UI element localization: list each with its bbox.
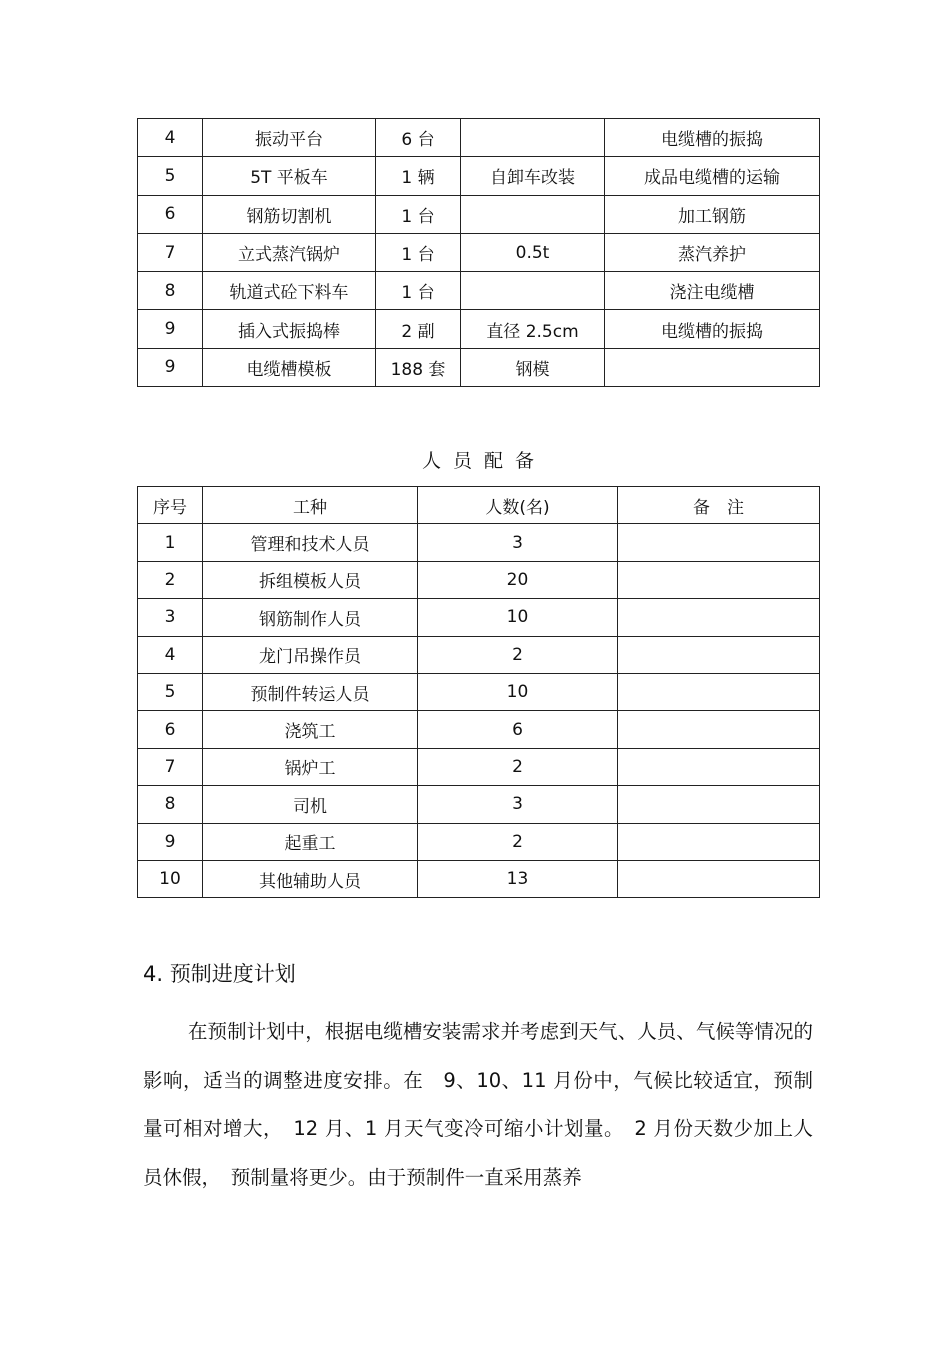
table-cell: 9 bbox=[138, 823, 203, 860]
equipment-row bbox=[138, 310, 820, 348]
column-header: 工种 bbox=[203, 487, 418, 524]
table-cell bbox=[605, 348, 820, 386]
equipment-row bbox=[138, 233, 820, 271]
equipment-row bbox=[138, 272, 820, 310]
staff-row bbox=[138, 561, 820, 598]
staff-table-body bbox=[138, 487, 820, 898]
table-cell: 1 bbox=[138, 524, 203, 561]
table-cell: 7 bbox=[138, 748, 203, 785]
table-cell: 6 台 bbox=[376, 119, 461, 157]
table-cell: 钢筋切割机 bbox=[203, 195, 376, 233]
table-cell: 3 bbox=[418, 786, 618, 823]
table-cell: 5T 平板车 bbox=[203, 157, 376, 195]
table-cell: 1 辆 bbox=[376, 157, 461, 195]
staff-row bbox=[138, 636, 820, 673]
section-heading: 4. 预制进度计划 bbox=[143, 962, 296, 986]
staff-row bbox=[138, 599, 820, 636]
staff-row bbox=[138, 748, 820, 785]
table-cell: 浇注电缆槽 bbox=[605, 272, 820, 310]
table-cell: 锅炉工 bbox=[203, 748, 418, 785]
table-cell: 6 bbox=[418, 711, 618, 748]
equipment-row bbox=[138, 119, 820, 157]
column-header: 序号 bbox=[138, 487, 203, 524]
staff-row bbox=[138, 673, 820, 710]
staff-header-row bbox=[138, 487, 820, 524]
table-cell: 3 bbox=[418, 524, 618, 561]
table-cell bbox=[618, 823, 820, 860]
staff-table bbox=[137, 486, 820, 898]
table-cell bbox=[618, 599, 820, 636]
equipment-row bbox=[138, 195, 820, 233]
table-cell: 4 bbox=[138, 119, 203, 157]
table-cell bbox=[618, 860, 820, 897]
table-cell: 10 bbox=[418, 673, 618, 710]
table-cell: 起重工 bbox=[203, 823, 418, 860]
table-cell bbox=[618, 748, 820, 785]
table-cell: 立式蒸汽锅炉 bbox=[203, 233, 376, 271]
table-cell: 188 套 bbox=[376, 348, 461, 386]
table-cell: 2 bbox=[418, 636, 618, 673]
table-cell: 振动平台 bbox=[203, 119, 376, 157]
table-cell: 管理和技术人员 bbox=[203, 524, 418, 561]
table-cell bbox=[618, 673, 820, 710]
table-cell: 8 bbox=[138, 272, 203, 310]
table-cell: 10 bbox=[138, 860, 203, 897]
table-cell: 4 bbox=[138, 636, 203, 673]
table-cell bbox=[461, 195, 605, 233]
table-cell: 9 bbox=[138, 310, 203, 348]
table-cell: 自卸车改装 bbox=[461, 157, 605, 195]
table-cell bbox=[618, 786, 820, 823]
equipment-table bbox=[137, 118, 820, 387]
column-header: 人数(名) bbox=[418, 487, 618, 524]
table-cell: 1 台 bbox=[376, 195, 461, 233]
table-cell: 1 台 bbox=[376, 233, 461, 271]
schedule-paragraph: 在预制计划中，根据电缆槽安装需求并考虑到天气、人员、气候等情况的影响，适当的调整进度安排。在 9、10、11 月份中，气候比较适宜，预制量可相对增大， 12 月、1 月天气变冷可缩小计划量。 2 月份天数少加上人员休假， 预制量将更少。由于预制件一直采用蒸养 bbox=[143, 1020, 813, 1189]
staff-row bbox=[138, 711, 820, 748]
table-cell: 7 bbox=[138, 233, 203, 271]
table-cell: 2 副 bbox=[376, 310, 461, 348]
table-cell: 1 台 bbox=[376, 272, 461, 310]
table-cell bbox=[461, 272, 605, 310]
table-cell: 2 bbox=[418, 748, 618, 785]
staff-row bbox=[138, 823, 820, 860]
column-header: 备 注 bbox=[618, 487, 820, 524]
table-cell: 钢模 bbox=[461, 348, 605, 386]
table-cell: 浇筑工 bbox=[203, 711, 418, 748]
table-cell: 3 bbox=[138, 599, 203, 636]
table-cell bbox=[618, 524, 820, 561]
table-cell: 电缆槽的振捣 bbox=[605, 119, 820, 157]
table-cell: 6 bbox=[138, 195, 203, 233]
table-cell: 13 bbox=[418, 860, 618, 897]
table-cell: 轨道式砼下料车 bbox=[203, 272, 376, 310]
table-cell: 6 bbox=[138, 711, 203, 748]
table-cell: 拆组模板人员 bbox=[203, 561, 418, 598]
table-cell: 蒸汽养护 bbox=[605, 233, 820, 271]
table-cell: 龙门吊操作员 bbox=[203, 636, 418, 673]
table-cell bbox=[461, 119, 605, 157]
equipment-row bbox=[138, 348, 820, 386]
table-cell: 司机 bbox=[203, 786, 418, 823]
staff-row bbox=[138, 524, 820, 561]
table-cell bbox=[618, 711, 820, 748]
table-cell: 预制件转运人员 bbox=[203, 673, 418, 710]
table-cell: 2 bbox=[138, 561, 203, 598]
table-cell: 0.5t bbox=[461, 233, 605, 271]
table-cell: 其他辅助人员 bbox=[203, 860, 418, 897]
table-cell: 20 bbox=[418, 561, 618, 598]
table-cell: 插入式振捣棒 bbox=[203, 310, 376, 348]
table-cell: 8 bbox=[138, 786, 203, 823]
equipment-table-body bbox=[138, 119, 820, 387]
equipment-row bbox=[138, 157, 820, 195]
table-cell: 电缆槽的振捣 bbox=[605, 310, 820, 348]
table-cell bbox=[618, 636, 820, 673]
table-cell: 9 bbox=[138, 348, 203, 386]
table-cell: 2 bbox=[418, 823, 618, 860]
staff-table-caption: 人员配备 bbox=[421, 450, 546, 472]
table-cell: 加工钢筋 bbox=[605, 195, 820, 233]
table-cell bbox=[618, 561, 820, 598]
table-cell: 直径 2.5cm bbox=[461, 310, 605, 348]
table-cell: 5 bbox=[138, 673, 203, 710]
table-cell: 成品电缆槽的运输 bbox=[605, 157, 820, 195]
table-cell: 电缆槽模板 bbox=[203, 348, 376, 386]
table-cell: 10 bbox=[418, 599, 618, 636]
table-cell: 钢筋制作人员 bbox=[203, 599, 418, 636]
staff-row bbox=[138, 860, 820, 897]
staff-row bbox=[138, 786, 820, 823]
table-cell: 5 bbox=[138, 157, 203, 195]
